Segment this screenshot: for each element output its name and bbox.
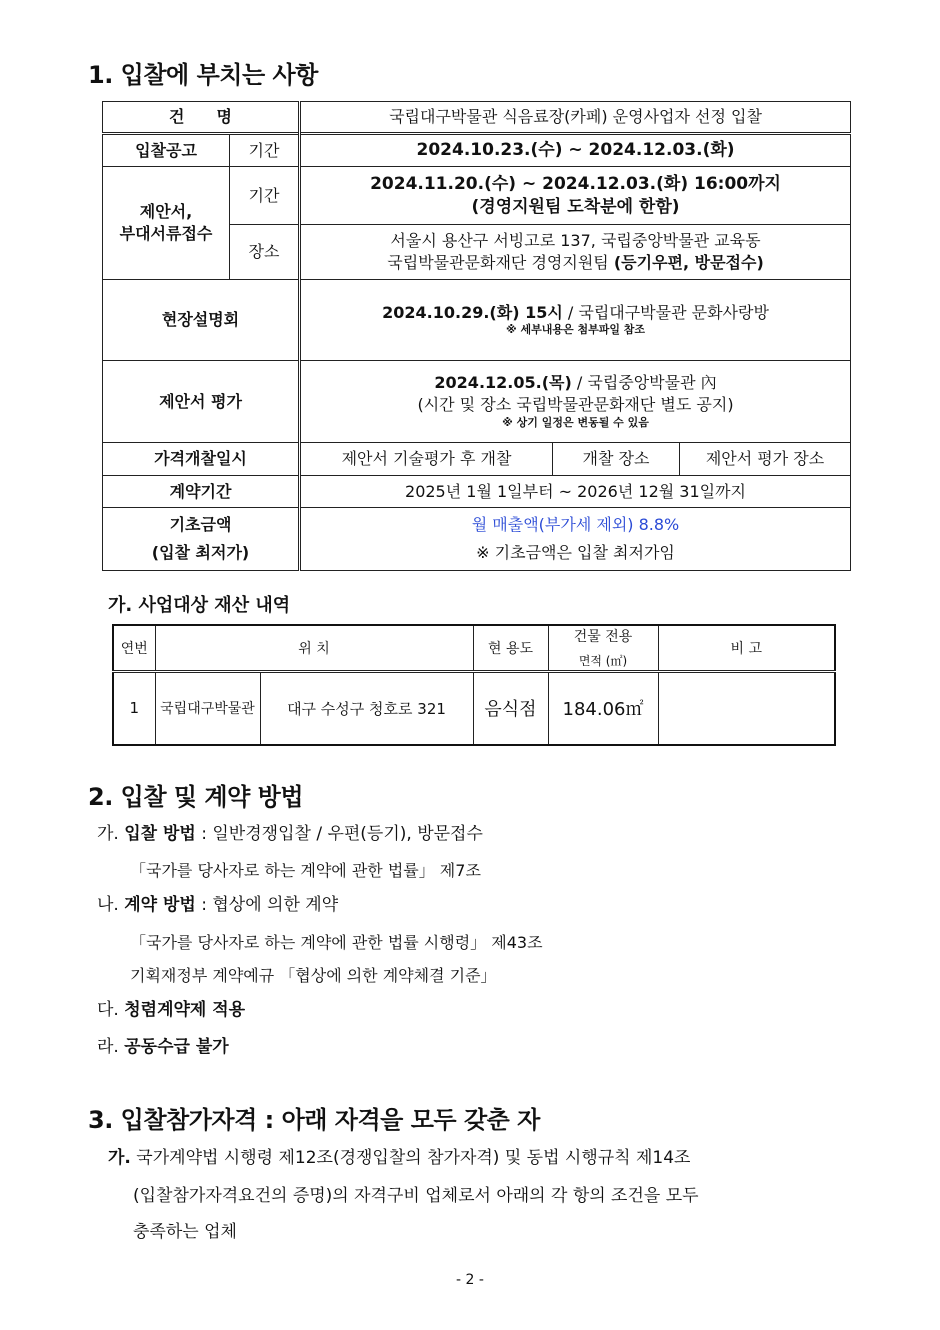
section2-title: 2. 입찰 및 계약 방법 [88, 783, 304, 811]
row-no: 1 [113, 671, 155, 745]
contract-method-law: 「국가를 당사자로 하는 계약에 관한 법률 시행령」 제43조 [130, 933, 543, 952]
row-note [658, 671, 835, 745]
header-area: 건물 전용 면적 (㎡) [548, 625, 658, 671]
opening-place: 제안서 평가 장소 [680, 443, 851, 476]
bid-info-table [102, 101, 851, 571]
property-table [112, 624, 836, 746]
base-price-label: 기초금액 (입찰 최저가) [103, 508, 300, 571]
header-note: 비 고 [658, 625, 835, 671]
briefing-value: 2024.10.29.(화) 15시 / 국립대구박물관 문화사랑방 ※ 세부내용은 첨부파일 참조 [300, 280, 851, 361]
briefing-label: 현장설명회 [103, 280, 300, 361]
opening-time: 제안서 기술평가 후 개찰 [300, 443, 553, 476]
integrity-item: 다. 청렴계약제 적용 [97, 1000, 246, 1020]
submission-place: 서울시 용산구 서빙고로 137, 국립중앙박물관 교육동 국립박물관문화재단 경영지원팀 (등기우편, 방문접수) [300, 225, 851, 280]
submission-period: 2024.11.20.(수) ~ 2024.12.03.(화) 16:00까지 (경영지원팀 도착분에 한함) [300, 167, 851, 225]
submission-label: 제안서, 부대서류접수 [103, 167, 230, 280]
row-use: 음식점 [473, 671, 548, 745]
row-place: 국립대구박물관 [155, 671, 260, 745]
page-number: - 2 - [456, 1272, 484, 1288]
base-price-value: 월 매출액(부가세 제외) 8.8% ※ 기초금액은 입찰 최저가임 [300, 508, 851, 571]
qualification-line2: (입찰참가자격요건의 증명)의 자격구비 업체로서 아래의 각 항의 조건을 모두 [133, 1186, 699, 1206]
header-location: 위 치 [155, 625, 473, 671]
bid-method-law: 「국가를 당사자로 하는 계약에 관한 법률」 제7조 [130, 861, 481, 880]
contract-period: 2025년 1월 1일부터 ~ 2026년 12월 31일까지 [300, 476, 851, 508]
section3-title: 3. 입찰참가자격 : 아래 자격을 모두 갖춘 자 [88, 1106, 540, 1134]
qualification-item: 가. 국가계약법 시행령 제12조(경쟁입찰의 참가자격) 및 동법 시행규칙 제14조 [108, 1148, 691, 1168]
notice-sub: 기간 [230, 134, 300, 167]
opening-place-label: 개찰 장소 [553, 443, 680, 476]
notice-period: 2024.10.23.(수) ~ 2024.12.03.(화) [300, 134, 851, 167]
row-area: 184.06㎡ [548, 671, 658, 745]
row-address: 대구 수성구 청호로 321 [260, 671, 473, 745]
evaluation-label: 제안서 평가 [103, 361, 300, 443]
property-subsection-title: 가. 사업대상 재산 내역 [108, 595, 291, 616]
notice-label: 입찰공고 [103, 134, 230, 167]
header-use: 현 용도 [473, 625, 548, 671]
name-label: 건 명 [103, 102, 300, 134]
opening-label: 가격개찰일시 [103, 443, 300, 476]
evaluation-value: 2024.12.05.(목) / 국립중앙박물관 內 (시간 및 장소 국립박물관문화재단 별도 공지) ※ 상기 일정은 변동될 수 있음 [300, 361, 851, 443]
contract-label: 계약기간 [103, 476, 300, 508]
joint-supply-item: 라. 공동수급 불가 [97, 1037, 229, 1057]
section1-title: 1. 입찰에 부치는 사항 [88, 61, 318, 89]
qualification-line3: 충족하는 업체 [133, 1222, 237, 1242]
name-value: 국립대구박물관 식음료장(카페) 운영사업자 선정 입찰 [300, 102, 851, 134]
contract-method-item: 나. 계약 방법 : 협상에 의한 계약 [97, 895, 339, 915]
submission-period-sub: 기간 [230, 167, 300, 225]
submission-place-sub: 장소 [230, 225, 300, 280]
header-no: 연번 [113, 625, 155, 671]
table-row [113, 671, 835, 745]
contract-method-rule: 기획재정부 계약예규 「협상에 의한 계약체결 기준」 [130, 966, 497, 985]
bid-method-item: 가. 입찰 방법 : 일반경쟁입찰 / 우편(등기), 방문접수 [97, 824, 483, 844]
